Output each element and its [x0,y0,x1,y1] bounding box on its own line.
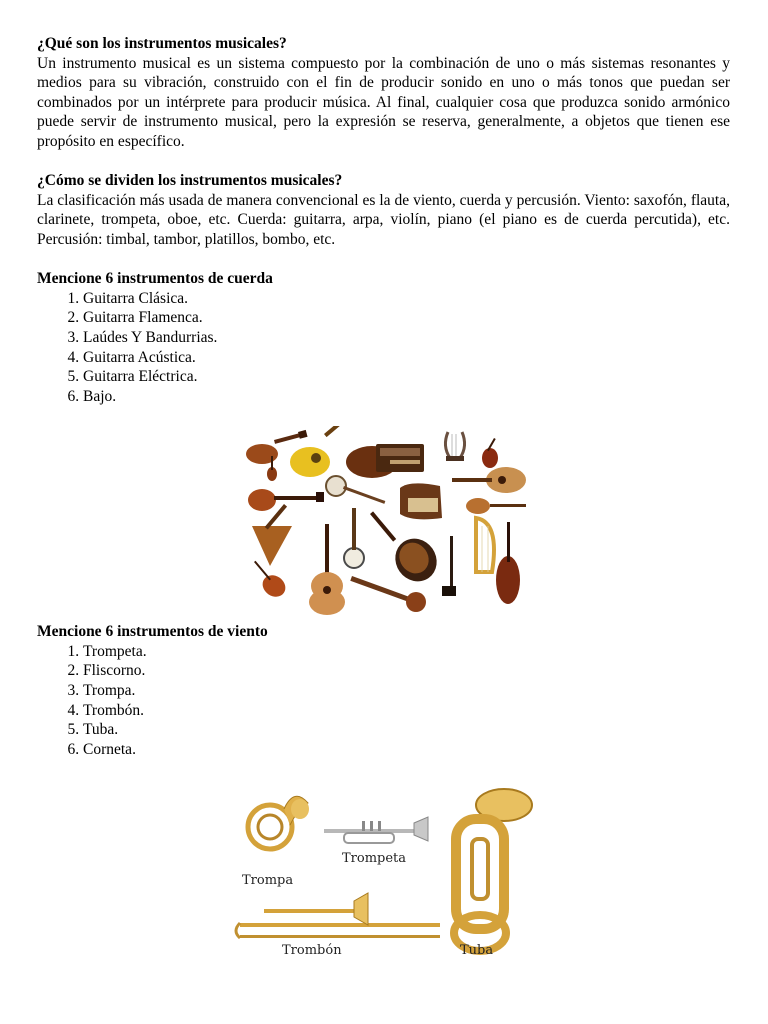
paragraph-spacer [37,250,730,270]
ukulele-icon [466,498,526,514]
list-item: 2. Guitarra Flamenca. [83,308,730,328]
question-heading-1: ¿Qué son los instrumentos musicales? [37,35,287,52]
violin-icon [482,438,498,468]
string-instruments-illustration [240,426,530,618]
violin-icon [254,561,290,601]
question-heading-2: ¿Cómo se dividen los instrumentos musicales? [37,172,343,190]
classical-guitar-icon [309,524,345,615]
harp-icon [476,518,494,572]
document-page [37,34,730,967]
list-item: 1. Trompeta. [83,642,730,662]
list-item: 6. Bajo. [83,387,730,407]
sitar-icon [350,576,426,612]
trombone-icon [236,893,440,938]
wind-instruments-image [234,783,534,967]
tuba-icon [454,789,532,951]
banjo-icon [326,476,385,504]
answer-paragraph-1: Un instrumento musical es un sistema compuesto por la combinación de uno o más sistemas resonantes y medios para su vibración, construido con el fin de producir sonido en uno o más tonos que puedan ser combinados por un intérprete para producir música. Al final, cualquier cosa que produzca sonido armónico puede servir de instrumento musical, pero la expresión se reserva, generalmente, a objetos que tienen ese propósito en específico. [37,54,730,150]
banjo-icon [344,508,364,568]
list-item: 4. Guitarra Acústica. [83,348,730,368]
list-item: 1. Guitarra Clásica. [83,289,730,309]
trompeta-label: Trompeta [342,851,407,867]
trombon-label: Trombón [282,943,342,959]
paragraph-spacer [37,152,730,172]
mandolin-icon [370,512,445,590]
list-item: 3. Laúdes Y Bandurrias. [83,328,730,348]
list-item: 2. Fliscorno. [83,661,730,681]
list-item: 6. Corneta. [83,740,730,760]
list-item: 4. Trombón. [83,701,730,721]
string-instruments-list [37,289,730,407]
list-item: 3. Trompa. [83,681,730,701]
lyre-icon [445,432,464,461]
erhu-icon [442,536,456,596]
tuba-label: Tuba [460,943,494,959]
trompa-label: Trompa [242,873,294,889]
trumpet-icon [324,817,428,843]
string-instruments-heading: Mencione 6 instrumentos de cuerda [37,270,273,288]
wind-instruments-list [37,642,730,760]
double-bass-icon [496,522,520,604]
answer-paragraph-2: La clasificación más usada de manera convencional es la de viento, cuerda y percusión. Viento: saxofón, flauta, clarinete, trompeta, oboe, etc. Cuerda: guitarra, arpa, violín, piano (el piano es de cuerda percutida), etc. Percusión: timbal, tambor, platillos, bombo, etc. [37,191,730,248]
zither-icon [400,484,442,520]
string-instruments-image [240,426,530,618]
list-item: 5. Tuba. [83,720,730,740]
french-horn-icon [248,797,309,850]
hurdy-gurdy-icon [346,444,424,478]
wind-instruments-heading: Mencione 6 instrumentos de viento [37,623,268,641]
list-item: 5. Guitarra Eléctrica. [83,367,730,387]
guitar-icon [452,467,526,493]
balalaika-icon [252,504,292,566]
